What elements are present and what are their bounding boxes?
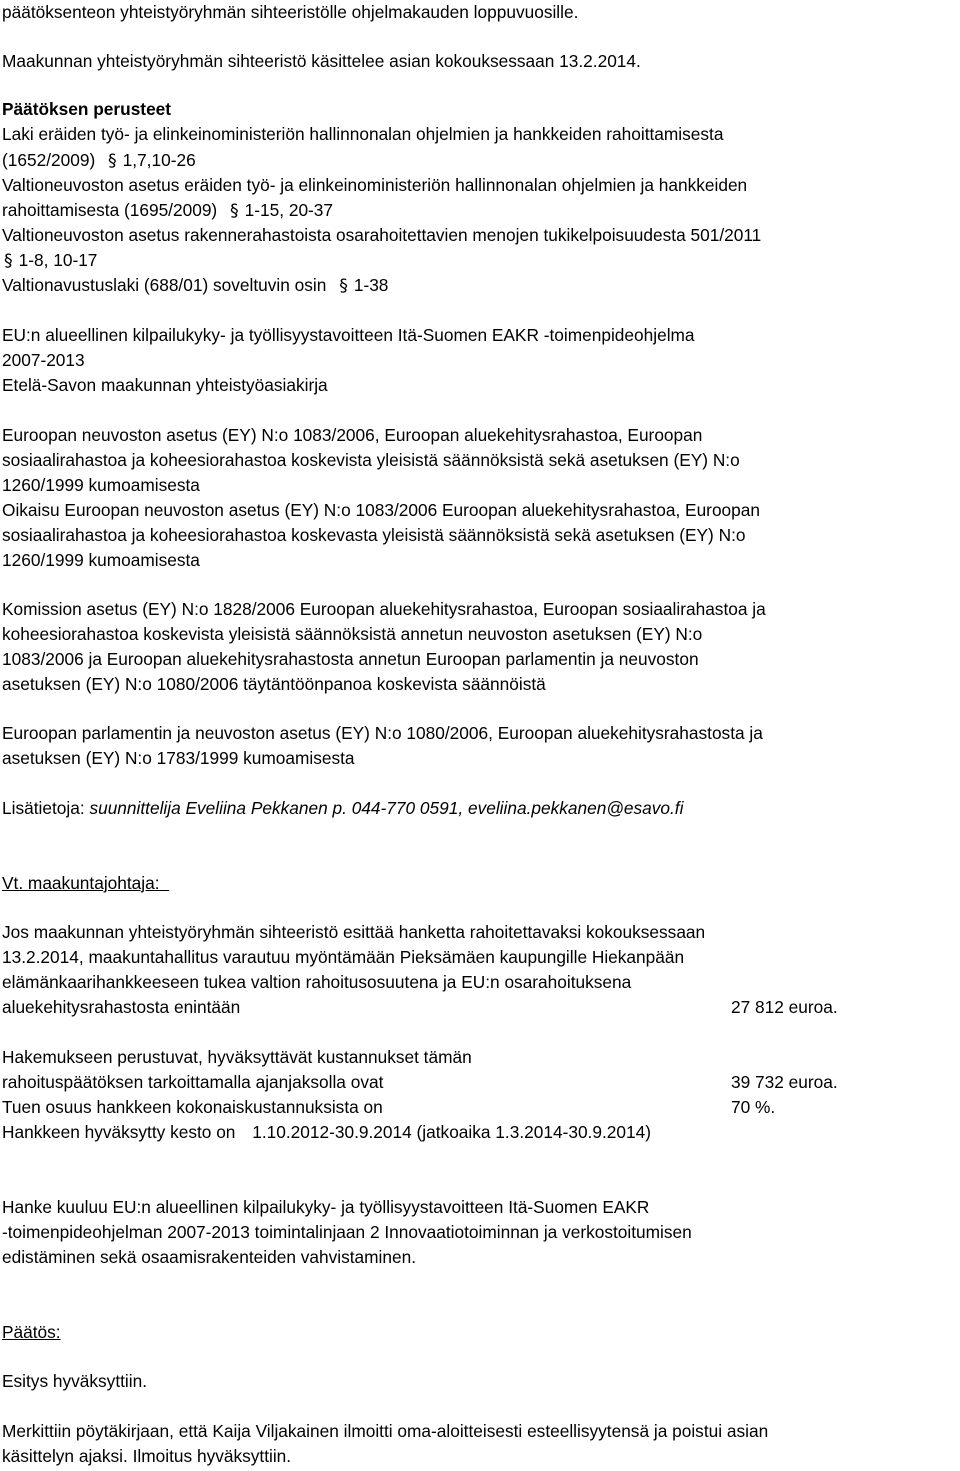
- proposal-line: Jos maakunnan yhteistyöryhmän sihteeristö esittää hanketta rahoitettavaksi kokouksessaan: [2, 922, 706, 942]
- basis-paragraphs: 1,7,10-26: [122, 150, 196, 170]
- regulation-line: koheesiorahastoa koskevista yleisistä säännöksistä annetun neuvoston asetuksen (EY) N:o: [2, 624, 703, 644]
- proposal-line: aluekehitysrahastosta enintään: [2, 997, 241, 1017]
- programme-line: Etelä-Savon maakunnan yhteistyöasiakirja: [2, 375, 328, 395]
- regulation-line: 1260/1999 kumoamisesta: [2, 475, 200, 495]
- duration-line: [2, 1120, 651, 1145]
- proposal-heading: [2, 871, 169, 896]
- regulation-line: Oikaisu Euroopan neuvoston asetus (EY) N:o 1083/2006 Euroopan aluekehitysrahastoa, Euroopan: [2, 500, 760, 520]
- priority-line: -toimenpideohjelman 2007-2013 toimintalinjaan 2 Innovaatiotoiminnan ja verkostoitumisen: [2, 1222, 692, 1242]
- regulation-line: asetuksen (EY) N:o 1783/1999 kumoamisesta: [2, 748, 355, 768]
- contact-line: [2, 796, 683, 821]
- duration-value: 1.10.2012-30.9.2014 (jatkoaika 1.3.2014-30.9.2014): [252, 1122, 651, 1142]
- costs-line: rahoituspäätöksen tarkoittamalla ajanjaksolla ovat: [2, 1072, 384, 1092]
- share-value: 70 %.: [731, 1097, 776, 1117]
- regulation-line: 1083/2006 ja Euroopan aluekehitysrahastosta annetun Euroopan parlamentin ja neuvoston: [2, 649, 699, 669]
- decision-line: Merkittiin pöytäkirjaan, että Kaija Viljakainen ilmoitti oma-aloitteisesti esteellisyytensä ja poistui asian: [2, 1421, 769, 1441]
- regulation-line: Komission asetus (EY) N:o 1828/2006 Euroopan aluekehitysrahastoa, Euroopan sosiaalirahastoa ja: [2, 599, 766, 619]
- duration-label: Hankkeen hyväksytty kesto on: [2, 1122, 236, 1142]
- basis-line: Valtioneuvoston asetus rakennerahastoista osarahoitettavien menojen tukikelpoisuudesta 501/2011: [2, 225, 762, 245]
- section-sign-icon: §: [339, 276, 348, 296]
- regulation-line: 1260/1999 kumoamisesta: [2, 550, 200, 570]
- section-sign-icon: §: [4, 251, 13, 271]
- decision-text: Esitys hyväksyttiin.: [2, 1371, 148, 1391]
- basis-paragraphs: 1-8, 10-17: [18, 250, 98, 270]
- basis-ref: (1652/2009): [2, 150, 96, 170]
- proposal-line: elämänkaarihankkeeseen tukea valtion rahoitusosuutena ja EU:n osarahoituksena: [2, 972, 632, 992]
- regulation-line: sosiaalirahastoa ja koheesiorahastoa koskevasta yleisistä säännöksistä sekä asetuksen (EY) N:o: [2, 525, 746, 545]
- basis-line: [2, 273, 388, 298]
- proposal-heading-text: Vt. maakuntajohtaja:: [2, 873, 160, 893]
- section-sign-icon: §: [230, 201, 239, 221]
- regulation-line: Euroopan parlamentin ja neuvoston asetus (EY) N:o 1080/2006, Euroopan aluekehitysrahastosta ja: [2, 723, 763, 743]
- proposal-line: 13.2.2014, maakuntahallitus varautuu myöntämään Pieksämäen kaupungille Hiekanpään: [2, 947, 685, 967]
- max-amount: 27 812 euroa.: [731, 997, 838, 1017]
- priority-line: Hanke kuuluu EU:n alueellinen kilpailukyky- ja työllisyystavoitteen Itä-Suomen EAKR: [2, 1197, 650, 1217]
- programme-line: 2007-2013: [2, 350, 85, 370]
- decision-line: käsittelyn ajaksi. Ilmoitus hyväksyttiin.: [2, 1446, 292, 1466]
- basis-paragraphs: 1-38: [353, 275, 389, 295]
- contact-label: Lisätietoja:: [2, 798, 85, 818]
- priority-line: edistäminen sekä osaamisrakenteiden vahvistaminen.: [2, 1247, 417, 1267]
- regulation-line: Euroopan neuvoston asetus (EY) N:o 1083/2006, Euroopan aluekehitysrahastoa, Euroopan: [2, 425, 703, 445]
- basis-line: [2, 148, 196, 173]
- basis-line: [2, 198, 333, 223]
- basis-paragraphs: 1-15, 20-37: [244, 200, 334, 220]
- basis-line: Laki eräiden työ- ja elinkeinoministeriön hallinnonalan ohjelmien ja hankkeiden rahoittamisesta: [2, 124, 724, 144]
- basis-ref: Valtionavustuslaki (688/01) soveltuvin osin: [2, 275, 327, 295]
- intro-line-2: Maakunnan yhteistyöryhmän sihteeristö käsittelee asian kokouksessaan 13.2.2014.: [2, 51, 641, 71]
- basis-line: [2, 248, 97, 273]
- intro-line-1: päätöksenteon yhteistyöryhmän sihteeristölle ohjelmakauden loppuvuosille.: [2, 2, 579, 22]
- basis-heading: Päätöksen perusteet: [2, 99, 172, 119]
- contact-text: suunnittelija Eveliina Pekkanen p. 044-770 0591, eveliina.pekkanen@esavo.fi: [89, 798, 684, 818]
- costs-line: Hakemukseen perustuvat, hyväksyttävät kustannukset tämän: [2, 1047, 472, 1067]
- costs-amount: 39 732 euroa.: [731, 1072, 838, 1092]
- share-line: Tuen osuus hankkeen kokonaiskustannuksista on: [2, 1097, 383, 1117]
- regulation-line: sosiaalirahastoa ja koheesiorahastoa koskevista yleisistä säännöksistä sekä asetuksen (EY) N:o: [2, 450, 740, 470]
- decision-heading: Päätös:: [2, 1322, 61, 1342]
- basis-line: Valtioneuvoston asetus eräiden työ- ja elinkeinoministeriön hallinnonalan ohjelmien ja hankkeiden: [2, 175, 748, 195]
- programme-line: EU:n alueellinen kilpailukyky- ja työllisyystavoitteen Itä-Suomen EAKR -toimenpideohjelma: [2, 325, 695, 345]
- regulation-line: asetuksen (EY) N:o 1080/2006 täytäntöönpanoa koskevista säännöistä: [2, 674, 546, 694]
- basis-ref: rahoittamisesta (1695/2009): [2, 200, 218, 220]
- section-sign-icon: §: [108, 151, 117, 171]
